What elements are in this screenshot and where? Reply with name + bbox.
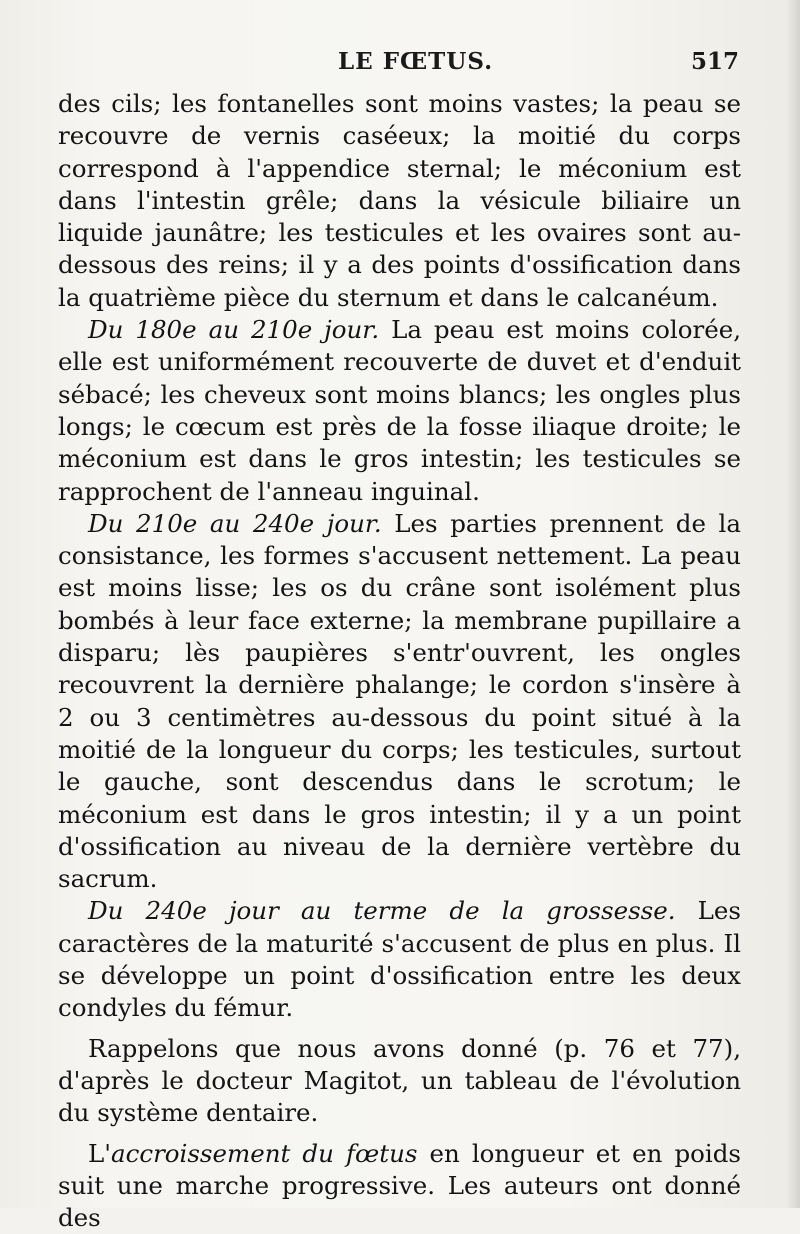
paragraph-3-heading: Du 210e au 240e jour. [88, 509, 382, 538]
paragraph-2-text: La peau est moins colorée, elle est uniformément recouverte de duvet et d'enduit sébacé; les cheveux sont moins blancs; les ongles plus longs; le cœcum est près de la fosse iliaque droite; le méconium est dans le gros intestin; les testicules se rapprochent de l'anneau inguinal. [58, 315, 741, 505]
body-text [58, 88, 741, 1234]
paragraph-4 [58, 895, 741, 1024]
page-header [58, 44, 741, 80]
running-title: LE FŒTUS. [338, 48, 493, 75]
paragraph-1-text: des cils; les fontanelles sont moins vastes; la peau se recouvre de vernis caséeux; la moitié du corps correspond à l'appendice sternal; le méconium est dans l'intestin grêle; dans la vésicule biliaire un liquide jaunâtre; les testicules et les ovaires sont au-dessous des reins; il y a des points d'ossification dans la quatrième pièce du sternum et dans le calcanéum. [58, 89, 741, 312]
paragraph-6-lead: L' [88, 1139, 111, 1168]
paragraph-4-text: Les caractères de la maturité s'accusent de plus en plus. Il se développe un point d'ossification entre les deux condyles du fémur. [58, 896, 741, 1022]
page-number: 517 [691, 48, 739, 75]
paragraph-3 [58, 508, 741, 896]
paragraph-2 [58, 314, 741, 508]
paragraph-6 [58, 1138, 741, 1234]
paragraph-4-heading: Du 240e jour au terme de la grossesse. [88, 896, 676, 925]
paragraph-5-text: Rappelons que nous avons donné (p. 76 et 77), d'après le docteur Magitot, un tableau de l'évolution du système dentaire. [58, 1034, 741, 1128]
paragraph-1 [58, 88, 741, 314]
paragraph-5 [58, 1033, 741, 1130]
paragraph-6-emphasis: accroissement du fœtus [111, 1139, 417, 1168]
page-edge-shadow [786, 0, 800, 1208]
paragraph-3-text: Les parties prennent de la consistance, les formes s'accusent nettement. La peau est moins lisse; les os du crâne sont isolément plus bombés à leur face externe; la membrane pupillaire a disparu; lès paupières s'entr'ouvrent, les ongles recouvrent la dernière phalange; le cordon s'insère à 2 ou 3 centimètres au-dessous du point situé à la moitié de la longueur du corps; les testicules, surtout le gauche, sont descendus dans le scrotum; le méconium est dans le gros intestin; il y a un point d'ossification au niveau de la dernière vertèbre du sacrum. [58, 509, 741, 893]
paragraph-6-text: en longueur et en poids suit une marche progressive. Les auteurs ont donné des [58, 1139, 741, 1233]
paragraph-2-heading: Du 180e au 210e jour. [88, 315, 379, 344]
